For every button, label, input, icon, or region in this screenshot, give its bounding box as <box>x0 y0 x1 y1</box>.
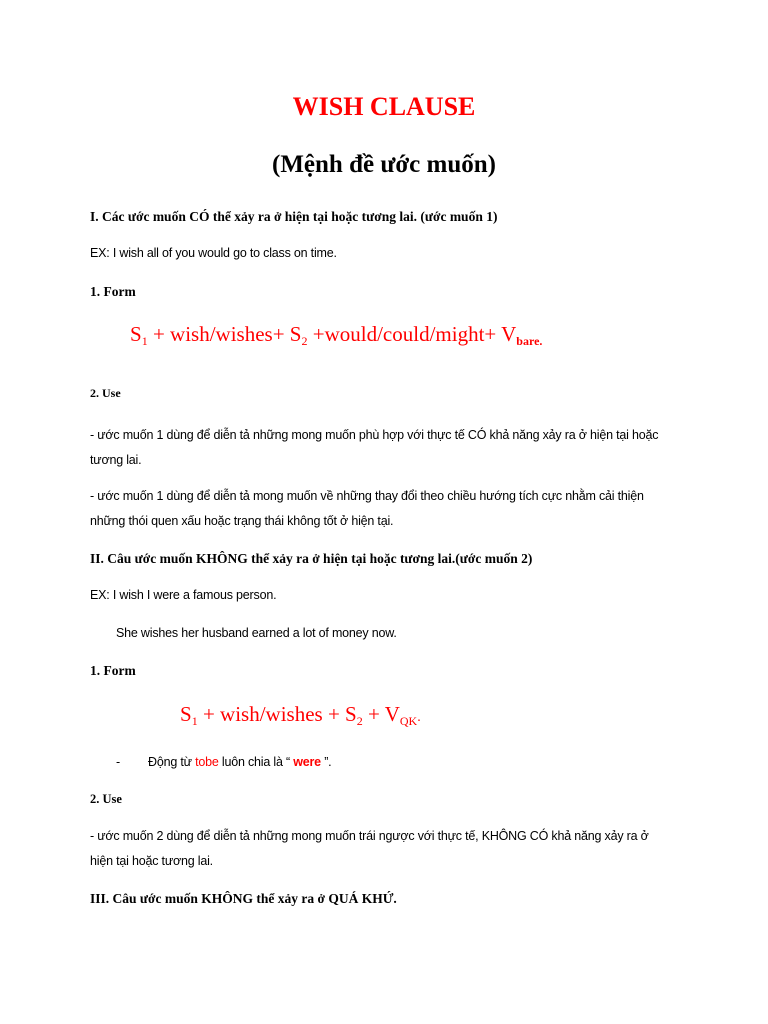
section-2-note-dash: - <box>116 755 120 769</box>
section-2-form-heading: 1. Form <box>90 663 136 678</box>
formula-mid: + wish/wishes + S <box>197 702 357 726</box>
section-1-use-2-line1: - ước muốn 1 dùng để diễn tả mong muốn về những thay đổi theo chiều hướng tích cực nhằm cải thiện <box>90 489 644 503</box>
section-3-heading: III. Câu ước muốn KHÔNG thể xảy ra ở QUÁ KHỨ. <box>90 891 397 906</box>
section-2-use-1-line2: hiện tại hoặc tương lai. <box>90 854 213 868</box>
section-2-use-1-line1: - ước muốn 2 dùng để diễn tả những mong muốn trái ngược với thực tế, KHÔNG CÓ khả năng xảy ra ở <box>90 829 649 843</box>
section-2-heading: II. Câu ước muốn KHÔNG thể xảy ra ở hiện tại hoặc tương lai.(ước muốn 2) <box>90 551 533 566</box>
note-part1: Động từ <box>148 755 196 769</box>
formula-mid: + wish/wishes+ S <box>147 322 302 346</box>
formula-s1-sub: 1 <box>191 714 198 728</box>
section-1-use-1-line2: tương lai. <box>90 453 142 467</box>
section-2-note <box>148 755 331 769</box>
page-title: WISH CLAUSE <box>292 92 476 121</box>
section-1-form-heading: 1. Form <box>90 284 136 299</box>
section-1-use-2-line2: những thói quen xấu hoặc trạng thái không tốt ở hiện tại. <box>90 514 394 528</box>
note-part2: luôn chia là “ <box>218 755 294 769</box>
section-1-heading: I. Các ước muốn CÓ thể xảy ra ở hiện tại hoặc tương lai. (ước muốn 1) <box>90 209 498 224</box>
formula-rest: + V <box>362 702 400 726</box>
note-part3: ”. <box>320 755 332 769</box>
note-were: were <box>293 755 321 769</box>
formula-s2-sub: 2 <box>356 714 363 728</box>
section-2-example-2: She wishes her husband earned a lot of money now. <box>116 626 397 640</box>
formula-v-sub: bare. <box>516 334 543 348</box>
section-2-formula <box>180 702 421 729</box>
section-2-example-1: EX: I wish I were a famous person. <box>90 588 277 602</box>
formula-s1-sub: 1 <box>141 334 148 348</box>
section-2-use-heading: 2. Use <box>90 792 122 806</box>
note-tobe: tobe <box>195 755 219 769</box>
section-1-use-heading: 2. Use <box>90 386 121 400</box>
formula-s2-sub: 2 <box>301 334 308 348</box>
section-1-example: EX: I wish all of you would go to class on time. <box>90 246 337 260</box>
formula-v-sub: QK <box>399 714 418 728</box>
formula-rest: +would/could/might+ V <box>307 322 517 346</box>
formula-s1: S <box>180 702 192 726</box>
formula-end: . <box>417 710 421 725</box>
section-1-use-1-line1: - ước muốn 1 dùng để diễn tả những mong muốn phù hợp với thực tế CÓ khả năng xảy ra ở hiện tại hoặc <box>90 428 659 442</box>
formula-s1: S <box>130 322 142 346</box>
page-subtitle: (Mệnh đề ước muốn) <box>272 151 496 178</box>
section-1-formula <box>130 322 542 349</box>
